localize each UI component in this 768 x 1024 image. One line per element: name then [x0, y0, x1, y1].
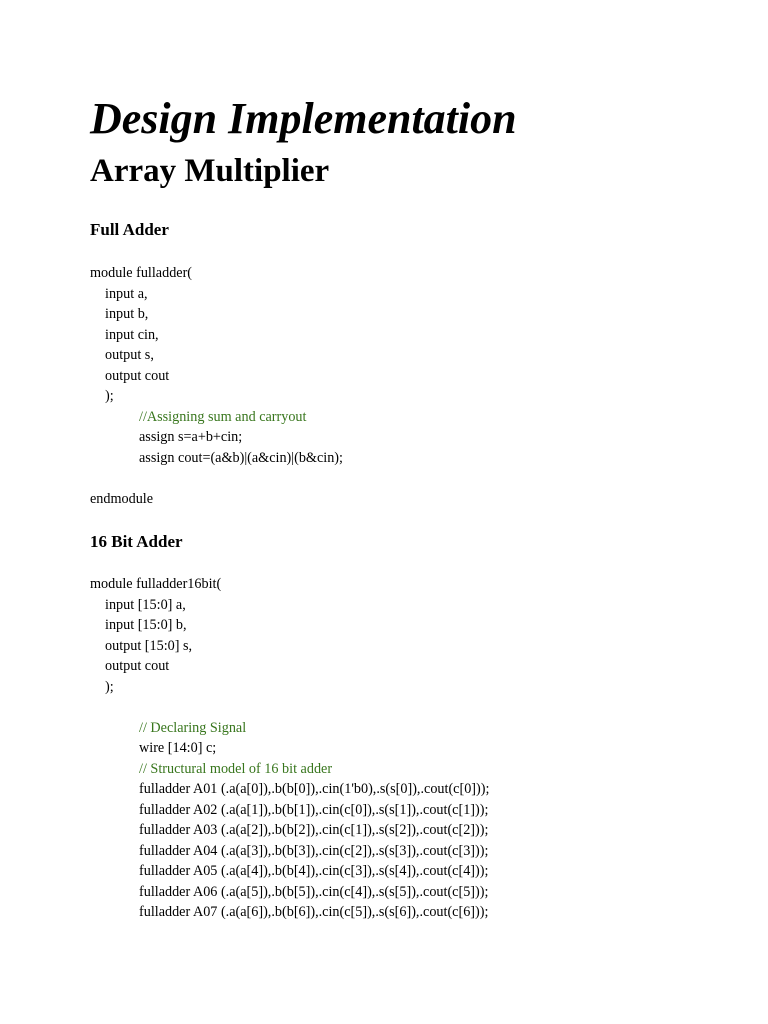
code-line	[90, 697, 489, 718]
code-comment-line: // Declaring Signal	[139, 719, 247, 736]
code-line: output s,	[105, 347, 154, 363]
code-line: fulladder A07 (.a(a[6]),.b(b[6]),.cin(c[5]),.s(s[6]),.cout(c[6]));	[139, 904, 489, 920]
code-line: output [15:0] s,	[105, 637, 193, 654]
code-line	[90, 468, 343, 489]
code-line: endmodule	[90, 490, 154, 507]
bit16-adder-code-block	[90, 574, 489, 923]
code-comment-line: //Assigning sum and carryout	[139, 408, 307, 425]
full-adder-code-block	[90, 263, 343, 509]
document-title: Design Implementation	[90, 94, 517, 143]
code-line: input a,	[105, 285, 148, 302]
code-line: input b,	[105, 306, 149, 322]
code-line: fulladder A05 (.a(a[4]),.b(b[4]),.cin(c[3]),.s(s[4]),.cout(c[4]));	[139, 863, 489, 879]
code-line: fulladder A04 (.a(a[3]),.b(b[3]),.cin(c[2]),.s(s[3]),.cout(c[3]));	[139, 842, 489, 859]
code-line: fulladder A03 (.a(a[2]),.b(b[2]),.cin(c[1]),.s(s[2]),.cout(c[2]));	[139, 822, 489, 838]
full-adder-heading: Full Adder	[90, 220, 169, 239]
code-line: fulladder A02 (.a(a[1]),.b(b[1]),.cin(c[0]),.s(s[1]),.cout(c[1]));	[139, 801, 489, 818]
code-line: input cin,	[105, 326, 159, 343]
document-subtitle: Array Multiplier	[90, 153, 330, 189]
code-line: wire [14:0] c;	[139, 740, 217, 756]
code-line: fulladder A01 (.a(a[0]),.b(b[0]),.cin(1'b0),.s(s[0]),.cout(c[0]));	[139, 781, 490, 797]
code-comment-line: // Structural model of 16 bit adder	[139, 760, 333, 777]
code-line: assign s=a+b+cin;	[139, 429, 243, 445]
code-line: assign cout=(a&b)|(a&cin)|(b&cin);	[139, 449, 343, 466]
code-line: fulladder A06 (.a(a[5]),.b(b[5]),.cin(c[4]),.s(s[5]),.cout(c[5]));	[139, 883, 489, 900]
code-line: module fulladder(	[90, 265, 193, 281]
code-line: module fulladder16bit(	[90, 576, 222, 592]
code-line: );	[105, 388, 114, 404]
code-line: output cout	[105, 367, 170, 384]
code-line: input [15:0] a,	[105, 596, 186, 613]
bit16-adder-heading: 16 Bit Adder	[90, 532, 183, 551]
code-line: input [15:0] b,	[105, 617, 187, 633]
code-line: );	[105, 678, 114, 695]
code-line: output cout	[105, 658, 170, 674]
